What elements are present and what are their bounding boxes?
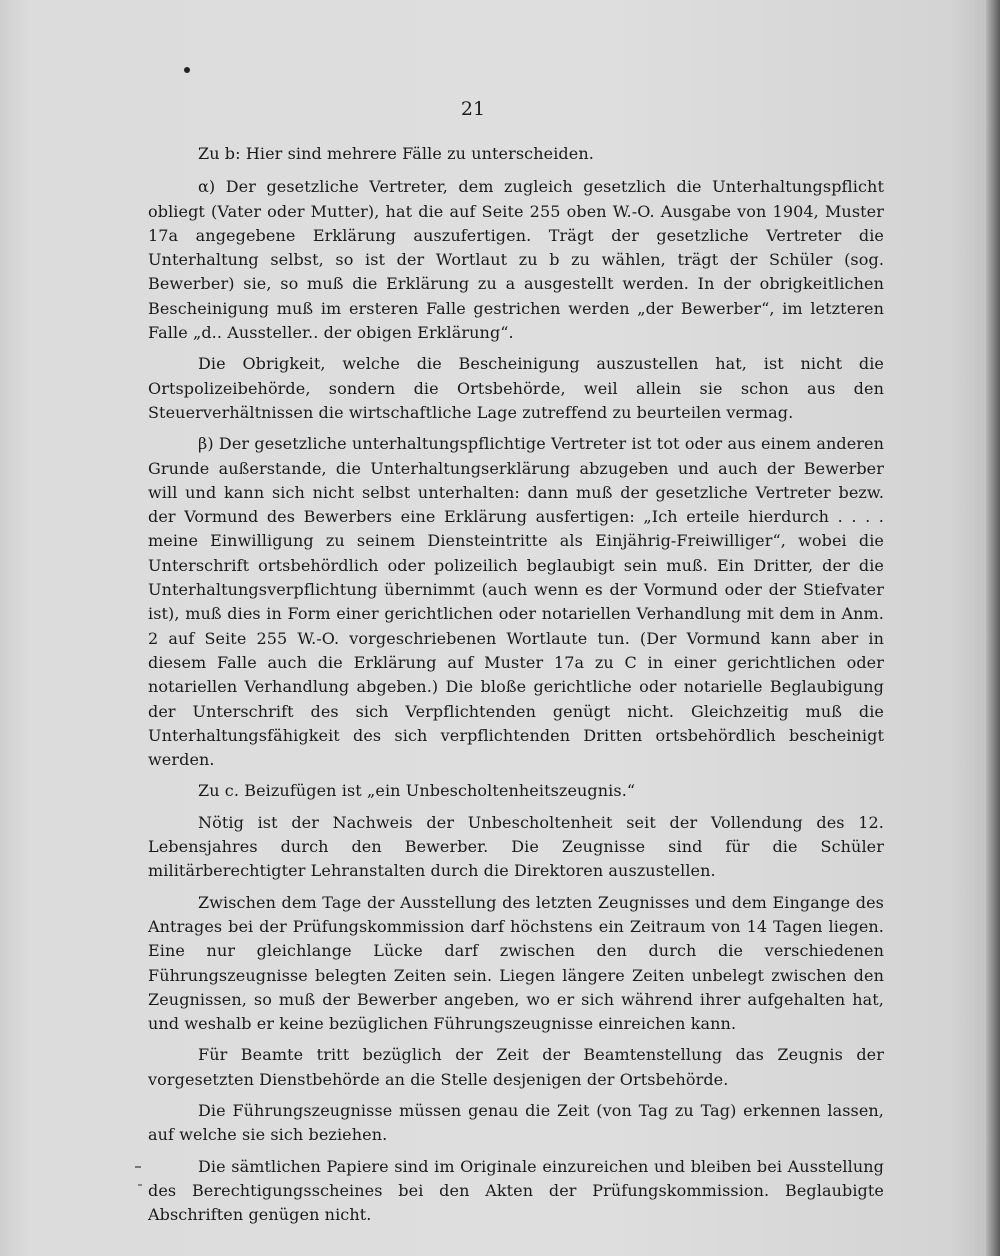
paragraph-zu-b: Zu b: Hier sind mehrere Fälle zu unterscheiden. <box>198 144 594 163</box>
page-number: 21 <box>460 98 486 120</box>
paragraph-beamte: Für Beamte tritt bezüglich der Zeit der Beamtenstellung das Zeugnis der vorgesetzten Dienstbehörde an die Stelle desjenigen der Ortsbehörde. <box>148 1045 884 1089</box>
body-text <box>148 142 884 1234</box>
scan-mark <box>138 1184 142 1186</box>
paragraph-beta: β) Der gesetzliche unterhaltungspflichtige Vertreter ist tot oder aus einem anderen Grunde außerstande, die Unterhaltungserklärung abzugeben und auch der Bewerber will und kann sich nicht selbst unterhalten: dann muß der gesetzliche Vertreter bezw. der Vormund des Bewerbers eine Erklärung ausfertigen: „Ich erteile hierdurch . . . . meine Einwilligung zu seinem Diensteintritte als Einjährig-Freiwilliger“, wobei die Unterschrift ortsbehördlich oder polizeilich beglaubigt sein muß. Ein Dritter, der die Unterhaltungsverpflichtung übernimmt (auch wenn es der Vormund oder der Stiefvater ist), muß dies in Form einer gerichtlichen oder notariellen Verhandlung mit dem in Anm. 2 auf Seite 255 W.-O. vorgeschriebenen Wortlaute tun. (Der Vormund kann aber in diesem Falle auch die Erklärung auf Muster 17a zu C in einer gerichtlichen oder notariellen Verhandlung abgeben.) Die bloße gerichtliche oder notarielle Beglaubigung der Unterschrift des sich Verpflichtenden genügt nicht. Gleichzeitig muß die Unterhaltungsfähigkeit des sich verpflichtenden Dritten ortsbehördlich bescheinigt werden. <box>148 434 884 770</box>
ink-dot <box>184 67 190 73</box>
paragraph-fuehrungszeugnisse: Die Führungszeugnisse müssen genau die Zeit (von Tag zu Tag) erkennen lassen, auf welche sie sich beziehen. <box>148 1100 884 1145</box>
paragraph-zu-c: Zu c. Beizufügen ist „ein Unbescholtenheitszeugnis.“ <box>198 781 636 801</box>
paragraph-obrigkeit: Die Obrigkeit, welche die Bescheinigung auszustellen hat, ist nicht die Ortspolizeibehörde, sondern die Ortsbehörde, weil allein sie schon aus den Steuerverhältnissen die wirtschaftliche Lage zutreffend zu beurteilen vermag. <box>148 354 884 422</box>
paragraph-alpha: α) Der gesetzliche Vertreter, dem zugleich gesetzlich die Unterhaltungspflicht obliegt (Vater oder Mutter), hat die auf Seite 255 oben W.-O. Ausgabe von 1904, Muster 17a angegebene Erklärung auszufertigen. Trägt der gesetzliche Vertreter die Unterhaltung selbst, so ist der Wortlaut zu b zu wählen, trägt der Schüler (sog. Bewerber) sie, so muß die Erklärung zu a ausgestellt werden. In der obrigkeitlichen Bescheinigung muß im ersteren Falle gestrichen werden „der Bewerber“, im letzteren Falle „d.. Aussteller.. der obigen Erklärung“. <box>148 177 884 343</box>
paragraph-papiere: Die sämtlichen Papiere sind im Originale einzureichen und bleiben bei Ausstellung des Berechtigungsscheines bei den Akten der Prüfungskommission. Beglaubigte Abschriften genügen nicht. <box>148 1156 884 1225</box>
scan-mark <box>135 1166 141 1168</box>
paragraph-nachweis: Nötig ist der Nachweis der Unbescholtenheit seit der Vollendung des 12. Lebensjahres durch den Bewerber. Die Zeugnisse sind für die Schüler militärberechtigter Lehranstalten durch die Direktoren auszustellen. <box>148 812 884 881</box>
paragraph-zeitraum: Zwischen dem Tage der Ausstellung des letzten Zeugnisses und dem Eingange des Antrages bei der Prüfungskommission darf höchstens ein Zeitraum von 14 Tagen liegen. Eine nur gleichlange Lücke darf zwischen den durch die verschiedenen Führungszeugnisse belegten Zeiten sein. Liegen längere Zeiten unbelegt zwischen den Zeugnissen, so muß der Bewerber angeben, wo er sich während ihrer aufgehalten hat, und weshalb er keine bezüglichen Führungszeugnisse einreichen kann. <box>148 892 884 1034</box>
